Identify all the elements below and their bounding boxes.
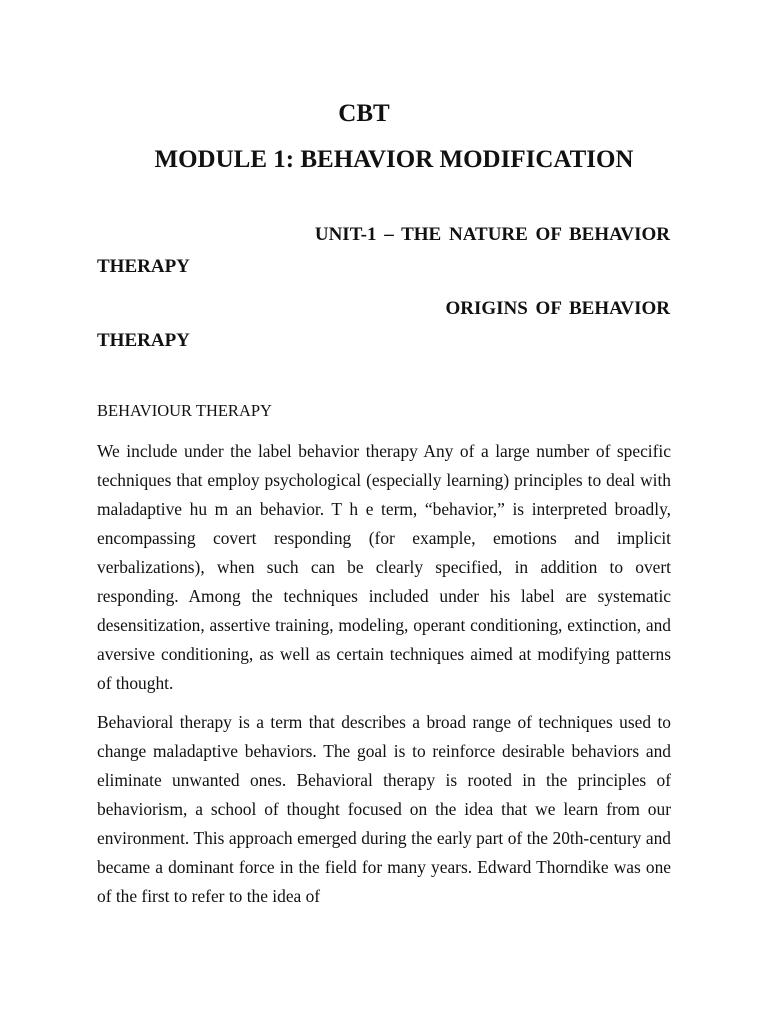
origins-heading-line1: ORIGINS OF BEHAVIOR [445,298,670,319]
unit-heading-line2: THERAPY [97,256,190,277]
origins-heading-line2: THERAPY [97,330,190,351]
paragraph-1: We include under the label behavior therapy Any of a large number of specific techniques that employ psychological (especially learning) principles to deal with maladaptive hu m an behavior. T h e term, “behavior,” is interpreted broadly, encompassing covert responding (for example, emotions and implicit verbalizations), when such can be clearly specified, in addition to overt responding. Among the techniques included under his label are systematic desensitization, assertive training, modeling, operant conditioning, extinction, and aversive conditioning, as well as certain techniques aimed at modifying patterns of thought. [97,441,671,693]
origins-heading [97,293,670,357]
module-title: MODULE 1: BEHAVIOR MODIFICATION [154,146,634,173]
document-title: CBT [338,100,390,127]
unit-heading-line1: UNIT-1 – THE NATURE OF BEHAVIOR [314,224,670,245]
unit-heading [97,219,670,283]
section-label: BEHAVIOUR THERAPY [97,401,272,420]
paragraph-2: Behavioral therapy is a term that describes a broad range of techniques used to change maladaptive behaviors. The goal is to reinforce desirable behaviors and eliminate unwanted ones. Behavioral therapy is rooted in the principles of behaviorism, a school of thought focused on the idea that we learn from our environment. This approach emerged during the early part of the 20th-century and became a dominant force in the field for many years. Edward Thorndike was one of the first to refer to the idea of [97,712,671,906]
